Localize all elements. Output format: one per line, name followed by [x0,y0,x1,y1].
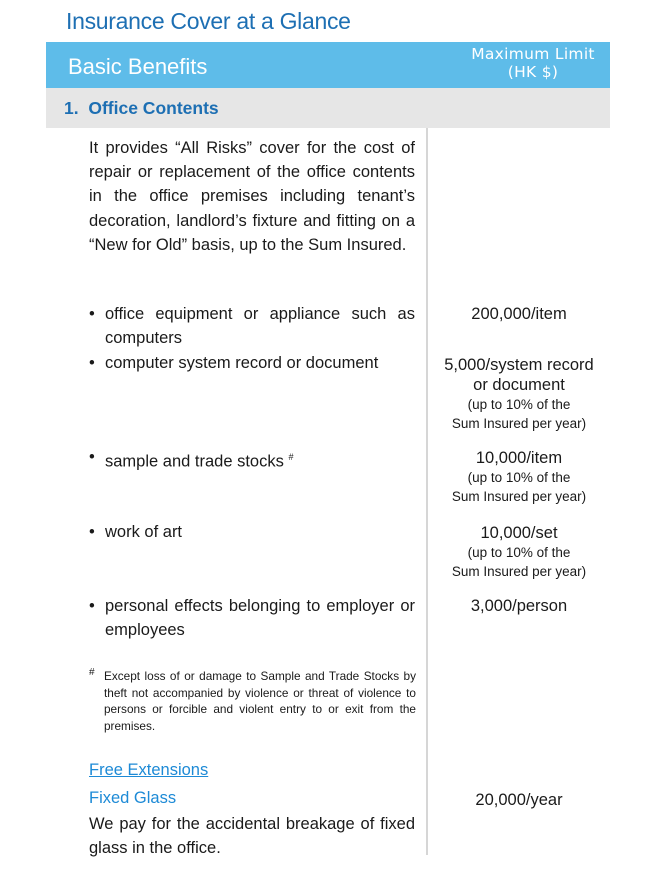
bullet-icon: • [89,354,95,372]
list-item [89,302,415,350]
table-header [46,42,610,88]
item-text: work of art [105,523,183,541]
footnote [89,668,416,734]
limit-note-line1: (up to 10% of the [467,470,571,485]
section-title [64,98,219,119]
section-intro: It provides “All Risks” cover for the cost of repair or replacement of the office contents in the office premises including tenant’s decoration, landlord’s fixture and fitting on a “New for Old” basis, up to the Sum Insured. [89,139,415,254]
bullet-icon: • [89,448,95,466]
limit-value: 3,000/person [470,597,568,615]
item-text: sample and trade stocks [105,452,284,471]
item-text: computer system record or document [105,354,379,372]
limit-cell [428,448,610,506]
list-item [89,445,415,474]
header-basic-benefits: Basic Benefits [68,54,208,79]
limit-note-line1: (up to 10% of the [467,397,571,412]
limit-cell [428,790,610,810]
section-heading [46,88,610,128]
limit-cell [428,596,610,616]
header-maximum-limit-line2: (HK $) [507,63,559,81]
list-item [89,520,415,544]
section-number: 1. [64,98,79,118]
header-maximum-limit-line1: Maximum Limit [471,45,595,63]
footnote-text: Except loss of or damage to Sample and Trade Stocks by theft not accompanied by violence or threat of violence to persons or forcible and violent entry to or exit from the premises. [104,669,416,733]
limit-note-line2: Sum Insured per year) [451,564,587,579]
item-text: personal effects belonging to employer or employees [105,597,415,639]
page-title: Insurance Cover at a Glance [66,8,351,34]
fixed-glass-limit: 20,000/year [475,791,563,809]
limit-cell [428,355,610,433]
limit-note-line1: (up to 10% of the [467,545,571,560]
list-item [89,594,415,642]
bullet-icon: • [89,305,95,323]
limit-cell [428,304,610,324]
bullet-icon: • [89,597,95,615]
free-extensions-link[interactable]: Free Extensions [89,761,209,779]
bullet-icon: • [89,523,95,541]
limit-value: 10,000/set [480,524,558,542]
fixed-glass-description: We pay for the accidental breakage of fixed glass in the office. [89,815,415,857]
limit-cell [428,523,610,581]
footnote-mark: # [89,667,95,678]
item-text: office equipment or appliance such as computers [105,305,415,347]
fixed-glass-title: Fixed Glass [89,789,177,807]
limit-value-line2: or document [473,376,565,394]
header-maximum-limit [456,45,610,81]
limit-value: 5,000/system record [444,356,594,374]
limit-note-line2: Sum Insured per year) [451,416,587,431]
footnote-marker: # [288,452,294,462]
limit-note-line2: Sum Insured per year) [451,489,587,504]
list-item [89,351,415,375]
section-title-text: Office Contents [88,98,219,118]
limit-value: 10,000/item [475,449,563,467]
limit-value: 200,000/item [471,305,567,323]
